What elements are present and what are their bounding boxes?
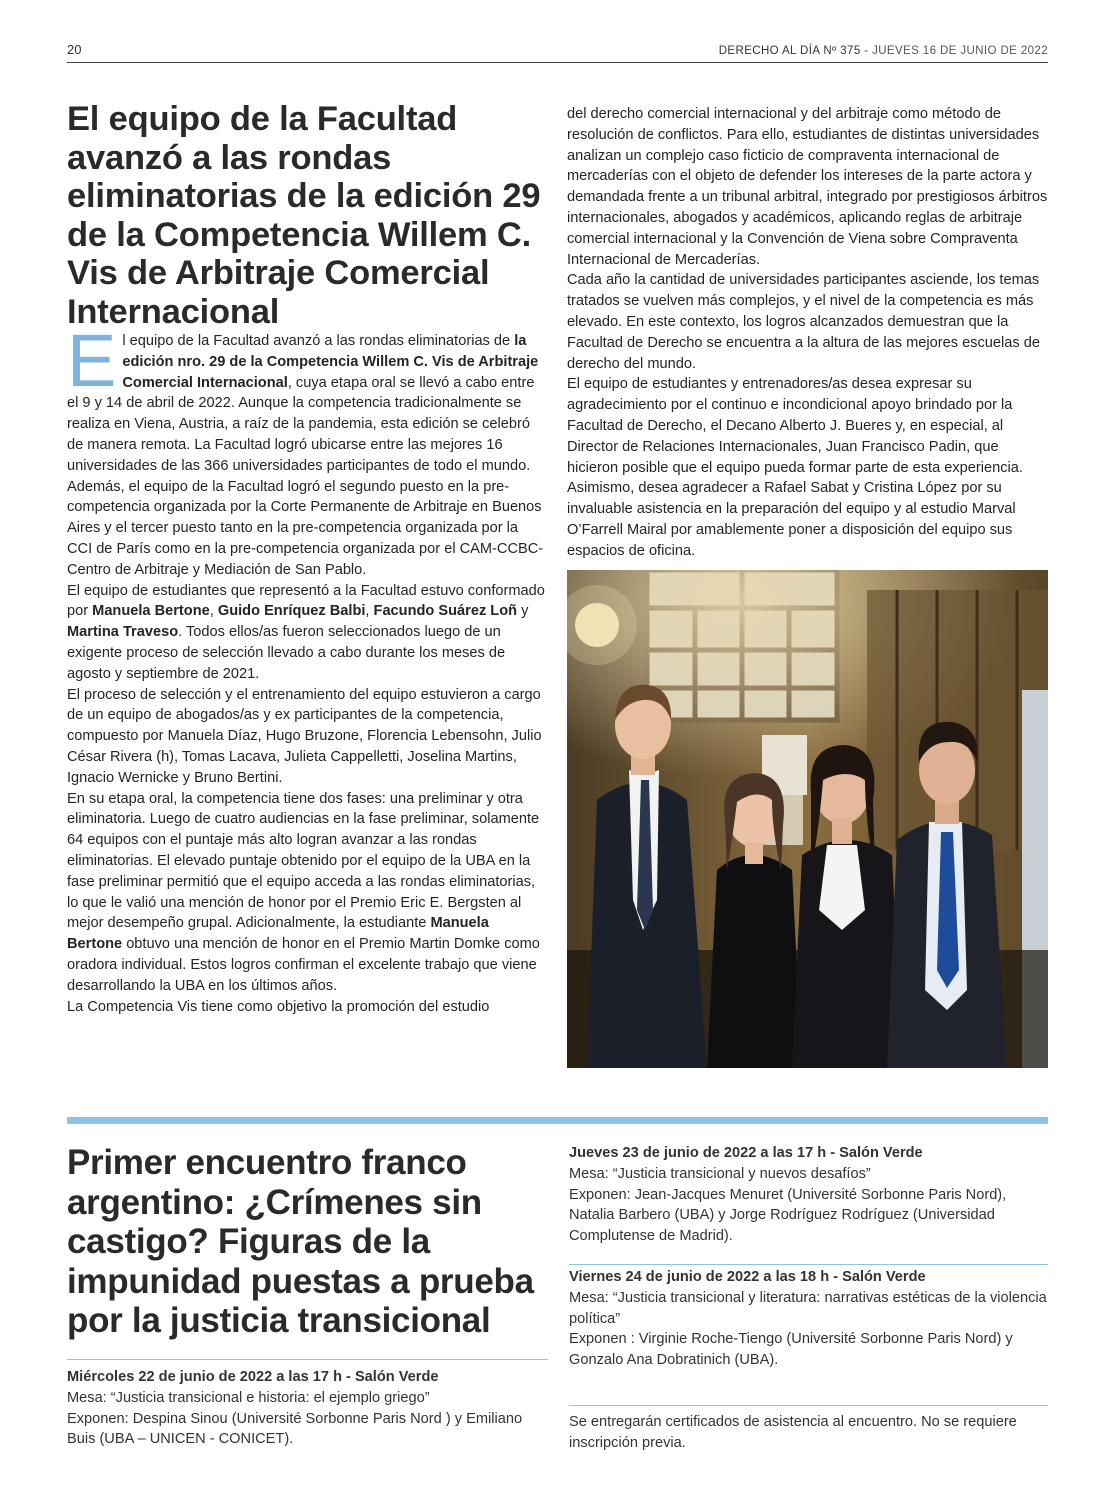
text-run: l equipo de la Facultad avanzó a las rondas eliminatorias de [122,333,515,349]
text-run: obtuvo una mención de honor en el Premio Martin Domke como oradora individual. Estos logros confirman el excelente trabajo que viene desarrollando la UBA en los últimos años. [67,936,540,994]
article1-paragraph-7: El equipo de estudiantes y entrenadores/as desea expresar su agradecimiento por el continuo e incondicional apoyo brindado por la Facultad de Derecho, el Decano Alberto J. Bueres y, en especial, al Director de Relaciones Internacionales, Juan Francisco Padin, que hicieron posible que el equipo pueda formar parte de esta experiencia. Asimismo, desea agradecer a Rafael Sabat y Cristina López por su invaluable asistencia en la preparación del equipo y al estudio Marval O’Farrell Mairal por amablemente poner a disposición del equipo sus espacios de oficina. [567,376,1023,559]
text-run: En su etapa oral, la competencia tiene dos fases: una preliminar y otra eliminatoria. Luego de cuatro audiencias en la fase preliminar, solamente 64 equipos con el puntaje más alto logran avanzar a las rondas eliminatorias. El elevado puntaje obtenido por el equipo de la UBA en la fase preliminar permitió que el equipo acceda a las rondas eliminatorias, lo que le valió una mención de honor por el Premio Eric E. Bergsten al mejor desempeño grupal. Adicionalmente, la estudiante [67,790,540,932]
page-number: 20 [67,42,82,57]
event-item [67,1367,548,1450]
article1-paragraph-2 [67,581,547,685]
student-name: Manuela Bertone [92,603,210,620]
event-panel: Mesa: “Justicia transicional y nuevos desafíos” [569,1165,871,1182]
student-name: Guido Enríquez Balbi [217,603,366,620]
drop-cap: E [67,319,117,402]
event-speakers: Exponen: Despina Sinou (Université Sorbonne Paris Nord ) y Emiliano Buis (UBA – UNICEN - CONICET). [67,1410,523,1448]
article1-left-column [67,100,547,1017]
event-rule [569,1264,1048,1265]
article1-paragraph-5-continued: del derecho comercial internacional y del arbitraje como método de resolución de conflictos. Para ello, estudiantes de distintas universidades analizan un complejo caso ficticio de compraventa internacional de mercaderías con el objeto de defender los intereses de la parte actora y demandada frente a un tribunal arbitral, integrado por prestigiosos árbitros internacionales, abogados y académicos, aplicando reglas de arbitraje comercial internacional y la Convención de Viena sobre Compraventa Internacional de Mercaderías. [567,106,1048,268]
event-panel: Mesa: “Justicia transicional e historia: el ejemplo griego” [67,1389,430,1406]
event-datetime: Miércoles 22 de junio de 2022 a las 17 h - Salón Verde [67,1369,439,1385]
event-datetime: Jueves 23 de junio de 2022 a las 17 h - Salón Verde [569,1145,923,1161]
text-run: , [209,603,218,620]
text-run: . Todos ellos/as fueron seleccionados luego de un exigente proceso de selección llevado a cabo durante los meses de agosto y septiembre de 2021. [67,624,506,682]
student-name: Martina Traveso [67,624,179,641]
article1-paragraph-1 [67,319,547,581]
article2-title: Primer encuentro franco argentino: ¿Crímenes sin castigo? Figuras de la impunidad puestas a prueba por la justicia transicional [67,1143,534,1340]
publication-name: DERECHO AL DÍA Nº 375 - [718,45,873,57]
event-speakers: Exponen: Jean-Jacques Menuret (Université Sorbonne Paris Nord), Natalia Barbero (UBA) y Jorge Rodríguez Rodríguez (Universidad Complutense de Madrid). [569,1186,1007,1245]
event-panel: Mesa: “Justicia transicional y literatura: narrativas estéticas de la violencia política” [569,1289,1047,1327]
article1-paragraph-4 [67,789,547,997]
article1-paragraph-6: Cada año la cantidad de universidades participantes asciende, los temas tratados se vuelven más complejos, y el nivel de la competencia es más elevado. En este contexto, los logros alcanzados demuestran que la Facultad de Derecho se encuentra a la altura de las mejores escuelas de derecho del mundo. [567,272,1040,372]
text-run: , cuya etapa oral se llevó a cabo entre el 9 y 14 de abril de 2022. Aunque la competencia tradicionalmente se realiza en Viena, Austria, a raíz de la pandemia, esta edición se celebró de manera remota. La Facultad logró ubicarse entre las mejores 16 universidades de las 366 universidades participantes de todo el mundo. Además, el equipo de la Facultad logró el segundo puesto en la pre-competencia organizada por la Corte Permanente de Arbitraje en Buenos Aires y el tercer puesto tanto en la pre-competencia organizada por la CCI de París como en la pre-competencia organizada por el CAM-CCBC-Centro de Arbitraje y Mediación de San Pablo. [67,374,544,578]
article1-title: El equipo de la Facultad avanzó a las rondas eliminatorias de la edición 29 de la Competencia Willem C. Vis de Arbitraje Comercial Internacional [67,100,541,331]
text-run: El equipo de estudiantes que representó a la Facultad estuvo conformado por [67,582,545,620]
event-rule [67,1359,548,1360]
event-datetime: Viernes 24 de junio de 2022 a las 18 h - Salón Verde [569,1269,926,1285]
event-speakers: Exponen : Virginie Roche-Tiengo (Université Sorbonne Paris Nord) y Gonzalo Ana Dobratinich (UBA). [569,1331,1013,1369]
student-name: Facundo Suárez Loñ [373,603,518,620]
section-divider [67,1117,1048,1124]
student-name: Manuela Bertone [67,915,489,953]
running-head [719,45,1048,57]
note-rule [569,1405,1048,1406]
competition-name: la edición nro. 29 de la Competencia Willem C. Vis de Arbitraje Comercial Internacional [122,333,539,391]
article1-paragraph-3: El proceso de selección y el entrenamiento del equipo estuvieron a cargo de un equipo de abogados/as y ex participantes de la competencia, compuesto por Manuela Díaz, Hugo Bruzone, Florencia Lebensohn, Julio César Rivera (h), Tomas Lacava, Julieta Cappelletti, Joselina Martins, Ignacio Wernicke y Bruno Bertini. [67,686,542,786]
issue-date: JUEVES 16 DE JUNIO DE 2022 [872,45,1048,57]
event-item [569,1267,1048,1371]
text-run: y [517,603,529,620]
article1-paragraph-5-start: La Competencia Vis tiene como objetivo la promoción del estudio [67,998,490,1015]
page-header [67,42,1048,63]
attendance-note: Se entregarán certificados de asistencia al encuentro. No se requiere inscripción previa. [569,1414,1017,1451]
event-item [569,1143,1048,1247]
article1-right-column [567,104,1048,562]
text-run: , [365,603,374,620]
team-photo-illustration [567,570,1048,1068]
article1-body [67,319,547,1017]
team-photo [567,570,1048,1068]
